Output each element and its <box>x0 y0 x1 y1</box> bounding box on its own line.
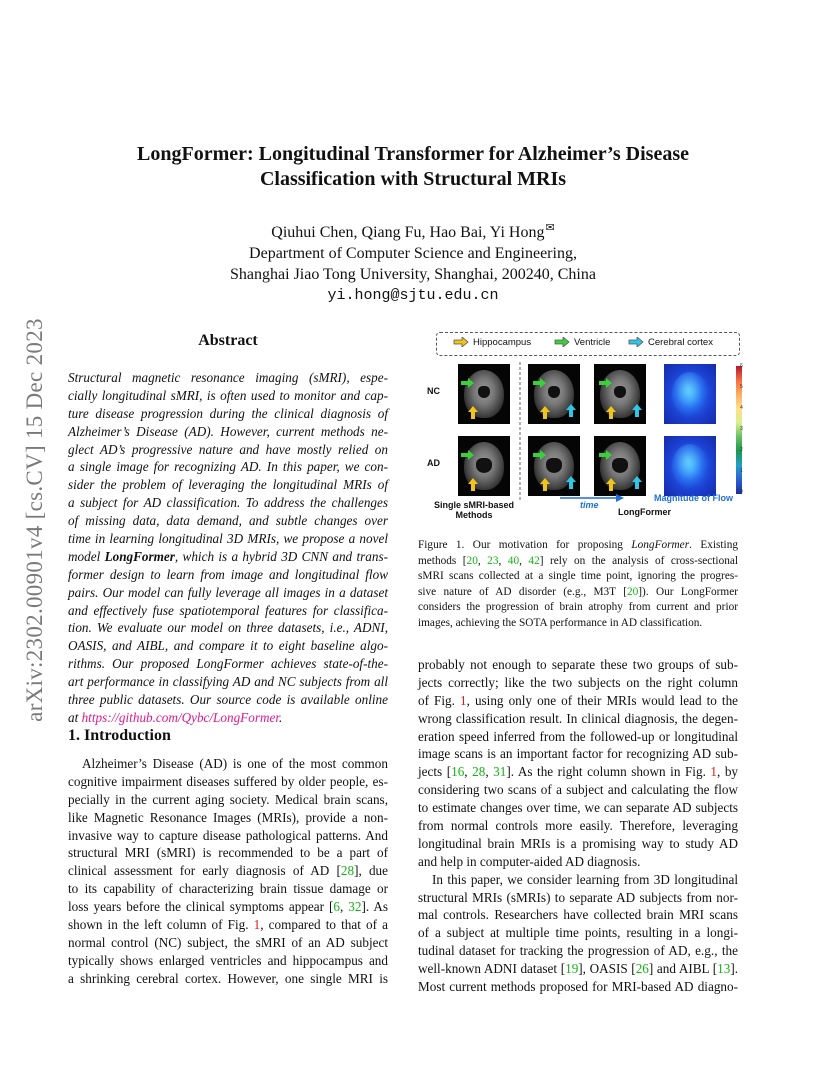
abstract-line: of missing data, data demand, and subtle changes over <box>68 513 388 529</box>
flow-map-ad <box>664 436 716 496</box>
body-line: tudinal dataset for tracking the progression of AD, e.g., the <box>418 943 738 959</box>
text-fragment: ]. As the right column shown in Fig. <box>506 764 711 780</box>
intro-line: Alzheimer’s Disease (AD) is one of the most common <box>82 756 388 771</box>
ventricle-arrow-icon <box>533 378 547 388</box>
abstract-line: Alzheimer’s Disease (AD). However, current methods ne- <box>68 423 388 439</box>
longformer-label: LongFormer <box>618 507 671 517</box>
abstract-line: glect AD’s progressive nature and have mostly relied on <box>68 441 388 457</box>
text-fragment: , <box>339 899 349 915</box>
arxiv-identifier: arXiv:2302.00901v4 [cs.CV] 15 Dec 2023 <box>22 318 47 722</box>
cortex-arrow-icon <box>632 476 642 490</box>
body-line <box>418 960 738 978</box>
caption-line: images, achieving the SOTA performance in AD classification. <box>418 616 703 629</box>
caption-line <box>418 554 738 570</box>
text-fragment: ] rely on the analysis of cross-sectional <box>539 554 739 567</box>
row-label-ad: AD <box>427 458 440 468</box>
envelope-icon: ✉ <box>545 222 555 234</box>
hippocampus-arrow-icon <box>540 478 550 492</box>
body-line: from normal controls more easily. Therefore, leveraging <box>418 818 738 834</box>
hippocampus-arrow-icon <box>453 337 469 347</box>
intro-line: pecially in the current aging society. Medical brain scans, <box>68 791 388 807</box>
citation-link[interactable]: 13 <box>717 961 731 977</box>
text-fragment: ] and AIBL [ <box>648 961 718 977</box>
intro-line <box>68 916 388 934</box>
caption-line: sMRI scans collected at a single time point, ignoring the progres- <box>418 570 738 583</box>
legend-cortex <box>628 337 713 348</box>
body-line: image scans is an important factor for recognizing AD sub- <box>418 746 738 762</box>
citation-link[interactable]: 28 <box>472 764 486 780</box>
body-line: longitudinal brain MRIs is a promising way to study AD <box>418 835 738 851</box>
abstract-line <box>68 709 388 727</box>
abstract-heading: Abstract <box>198 332 258 349</box>
column-divider <box>518 362 522 502</box>
body-line <box>418 763 738 781</box>
text-fragment: model <box>68 548 105 564</box>
text-fragment: methods [ <box>418 554 467 567</box>
cortex-arrow-icon <box>566 476 576 490</box>
citation-link[interactable]: 16 <box>451 764 465 780</box>
abstract-line: a single image for recognizing AD. In this paper, we con- <box>68 459 388 475</box>
colorbar-tick: 5 <box>740 384 743 390</box>
colorbar-tick: 3 <box>740 426 743 432</box>
abstract-line: Structural magnetic resonance imaging (sMRI), espe- <box>68 370 388 385</box>
abstract-line: OASIS, and AIBL, and compare it to eight baseline algo- <box>68 638 388 654</box>
hippocampus-arrow-icon <box>468 478 478 492</box>
mri-ad-t2 <box>594 436 646 496</box>
citation-link[interactable]: 20 <box>466 554 478 567</box>
text-fragment: . <box>279 709 283 725</box>
ventricle-arrow-icon <box>599 450 613 460</box>
mri-ad-single <box>458 436 510 496</box>
caption-line <box>418 585 738 601</box>
citation-link[interactable]: 32 <box>348 899 362 915</box>
legend-cortex-label: Cerebral cortex <box>648 337 713 348</box>
citation-link[interactable]: 31 <box>493 764 507 780</box>
text-fragment: shown in the left column of Fig. <box>68 917 254 933</box>
abstract-line: rithms. Our proposed LongFormer achieves state-of-the- <box>68 656 388 672</box>
figure-caption <box>418 538 738 632</box>
intro-body <box>68 755 388 988</box>
figure-ref-link[interactable]: 1 <box>460 692 467 708</box>
colorbar-tick: 0 <box>740 489 743 495</box>
text-fragment: , <box>477 554 488 567</box>
abstract-line: time in learning longitudinal 3D MRIs, we propose a novel <box>68 531 388 547</box>
abstract-line: and effectively fuse spatiotemporal features for classifica- <box>68 602 388 618</box>
citation-link[interactable]: 40 <box>507 554 520 567</box>
abstract-line <box>68 548 388 566</box>
cortex-arrow-icon <box>628 337 644 347</box>
text-fragment: ]). Our LongFormer <box>638 585 738 598</box>
text-fragment: , using only one of their MRIs would lead to the <box>466 692 739 708</box>
body-line: structural MRIs (sMRIs) to separate AD subjects from nor- <box>418 889 738 905</box>
text-fragment: , compared to that of a <box>260 917 388 933</box>
text-fragment: of Fig. <box>418 692 460 708</box>
title-line-1: LongFormer: Longitudinal Transformer for Alzheimer’s Disease <box>137 143 689 165</box>
hippocampus-arrow-icon <box>540 406 550 420</box>
text-fragment: loss years before the clinical symptoms appear [ <box>68 899 334 915</box>
mri-ad-t1 <box>528 436 580 496</box>
body-line: considering two scans of a subject and calculating the flow <box>418 782 738 798</box>
intro-line: structural MRI (sMRI) is recommended to be a part of <box>68 845 388 861</box>
author-names-line <box>90 218 736 243</box>
body-line: jects correctly; like the two subjects on the right column <box>418 674 738 690</box>
single-label-line-1: Single sMRI-based <box>433 500 514 510</box>
legend-hippocampus <box>453 337 531 348</box>
affiliation: Shanghai Jiao Tong University, Shanghai, 200240, China <box>230 266 596 283</box>
hippocampus-arrow-icon <box>606 406 616 420</box>
figure-legend <box>436 332 740 356</box>
colorbar-tick: 2 <box>740 447 743 453</box>
paper-title <box>90 142 736 192</box>
text-fragment: well-known ADNI dataset [ <box>418 961 566 977</box>
department: Department of Computer Science and Engineering, <box>249 245 577 262</box>
abstract-line: a subject for AD classification. To address the challenges <box>68 495 388 511</box>
text-fragment: sive nature of AD disorder (e.g., M3T [ <box>418 585 627 598</box>
text-fragment: ]. <box>730 961 739 977</box>
text-fragment: clinical assessment for early diagnosis of AD [ <box>68 863 341 879</box>
body-line: mal controls. Researchers have collected brain MRI scans <box>418 907 738 923</box>
figure-ref-link[interactable]: 1 <box>253 917 261 933</box>
author-names: Qiuhui Chen, Qiang Fu, Hao Bai, Yi Hong <box>271 224 545 241</box>
author-email: yi.hong@sjtu.edu.cn <box>327 287 499 304</box>
legend-ventricle-label: Ventricle <box>574 337 611 348</box>
intro-line: invasive way to capture disease pathological patterns. And <box>68 827 388 843</box>
intro-heading: 1. Introduction <box>68 727 171 744</box>
text-fragment: at <box>68 709 82 725</box>
text-fragment: ]. As <box>361 899 389 915</box>
citation-link[interactable]: 19 <box>565 961 579 977</box>
text-fragment: , which is a hybrid 3D CNN and trans- <box>174 548 388 564</box>
text-fragment: , by <box>717 764 739 780</box>
text-fragment: , <box>485 764 494 780</box>
cortex-arrow-icon <box>566 404 576 418</box>
intro-line: to its capability of characterizing brain tissue damage or <box>68 881 388 897</box>
figure-1 <box>418 330 743 525</box>
colorbar-tick: 6 <box>740 363 743 369</box>
text-fragment: ], due <box>354 863 388 879</box>
intro-line: like Magnetic Resonance Images (MRIs), provide a non- <box>68 809 388 825</box>
abstract-line: former design to learn from image and longitudinal flow <box>68 566 388 582</box>
body-line: Most current methods proposed for MRI-based AD diagno- <box>418 979 738 995</box>
flow-map-nc <box>664 364 716 424</box>
mri-nc-t2 <box>594 364 646 424</box>
citation-link[interactable]: 26 <box>635 961 649 977</box>
abstract-line: ture disease progression during the clinical diagnosis of <box>68 405 388 421</box>
caption-line <box>418 538 738 554</box>
citation-link[interactable]: 42 <box>528 554 540 567</box>
abstract-body <box>68 369 388 727</box>
arxiv-sidebar-stamp <box>18 285 52 755</box>
source-code-link[interactable]: https://github.com/Qybc/LongFormer <box>81 709 279 725</box>
abstract-line: cially longitudinal sMRI, is often used to monitor and cap- <box>68 387 388 403</box>
right-column-body <box>418 656 738 996</box>
cortex-arrow-icon <box>632 404 642 418</box>
body-line: probably not enough to separate these two groups of sub- <box>418 657 738 672</box>
colorbar-tick: 4 <box>740 405 743 411</box>
title-line-2: Classification with Structural MRIs <box>259 168 567 190</box>
text-fragment: ], OASIS [ <box>578 961 636 977</box>
abstract-line: sider the problem of leveraging the longitudinal MRIs of <box>68 477 388 493</box>
ventricle-arrow-icon <box>599 378 613 388</box>
author-block <box>90 218 736 306</box>
legend-hippocampus-label: Hippocampus <box>473 337 532 348</box>
figure-ref-link[interactable]: 1 <box>710 764 717 780</box>
text-fragment: LongFormer <box>631 539 690 551</box>
text-fragment: , <box>464 764 473 780</box>
mri-nc-t1 <box>528 364 580 424</box>
caption-line: considers the progression of brain atrophy from current and prior <box>418 601 738 614</box>
ventricle-arrow-icon <box>461 450 475 460</box>
legend-ventricle <box>554 337 610 348</box>
abstract-line: three public datasets. Our source code is available online <box>68 692 388 708</box>
abstract-line: art performance in classifying AD and NC subjects from all <box>68 674 388 690</box>
citation-link[interactable]: 28 <box>340 863 355 879</box>
intro-line: typically shows enlarged ventricles and hippocampus and <box>68 952 388 968</box>
row-label-nc: NC <box>427 386 440 396</box>
time-label: time <box>580 500 599 510</box>
citation-link[interactable]: 6 <box>333 899 340 915</box>
body-line <box>418 692 738 710</box>
abstract-line: tion. We evaluate our model on three datasets, i.e., ADNI, <box>68 620 388 636</box>
body-line: In this paper, we consider learning from 3D longitudinal <box>432 871 738 887</box>
model-name: LongFormer <box>104 548 175 564</box>
intro-line <box>68 898 388 916</box>
single-label-line-2: Methods <box>455 510 493 520</box>
intro-line: cognitive impairment diseases suffered by older people, es- <box>68 773 388 789</box>
text-fragment: , <box>498 554 508 567</box>
intro-line <box>68 862 388 880</box>
body-line: to estimate changes over time, we can separate AD subjects <box>418 800 738 816</box>
body-line: and help in computer-aided AD diagnosis. <box>418 853 641 869</box>
mri-nc-single <box>458 364 510 424</box>
intro-line: a shrinking cerebral cortex. However, one single MRI is <box>68 970 388 986</box>
citation-link[interactable]: 23 <box>487 554 499 567</box>
intro-line: normal control (NC) subject, the sMRI of an AD subject <box>68 934 388 950</box>
magnitude-label: Magnitude of Flow <box>654 493 733 503</box>
text-fragment: . Existing <box>689 539 738 551</box>
body-line: of a subject at multiple time points, resulting in a longi- <box>418 925 738 941</box>
text-fragment: jects [ <box>418 764 452 780</box>
body-line: wrong classification result. In clinical diagnosis, the degen- <box>418 710 738 726</box>
ventricle-arrow-icon <box>533 450 547 460</box>
colorbar-tick: 1 <box>740 468 743 474</box>
citation-link[interactable]: 20 <box>627 585 639 598</box>
hippocampus-arrow-icon <box>606 478 616 492</box>
ventricle-arrow-icon <box>461 378 475 388</box>
hippocampus-arrow-icon <box>468 406 478 420</box>
ventricle-arrow-icon <box>554 337 570 347</box>
body-line: eration speed inferred from the followed-up or longitudinal <box>418 728 738 744</box>
text-fragment: , <box>519 554 529 567</box>
text-fragment: Figure 1. Our motivation for proposing <box>418 539 632 551</box>
single-methods-label <box>424 500 524 520</box>
abstract-line: pairs. Our model can fully leverage all images in a dataset <box>68 584 388 600</box>
